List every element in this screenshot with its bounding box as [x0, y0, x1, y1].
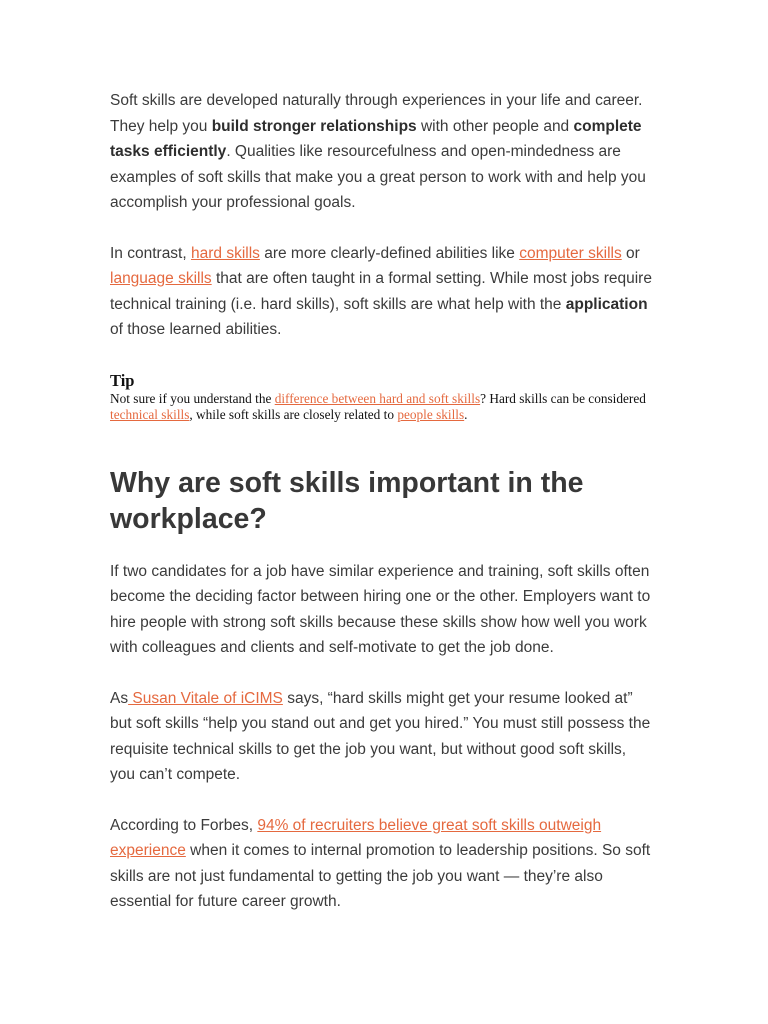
technical-skills-link[interactable]: technical skills	[110, 406, 190, 422]
bold-text: application	[565, 295, 648, 313]
text: are more clearly-defined abilities like	[259, 244, 520, 262]
difference-hard-soft-skills-link[interactable]: difference between hard and soft skills	[274, 390, 481, 406]
forbes-recruiters-link[interactable]: 94% of recruiters believe great soft skills outweigh experience	[110, 816, 602, 859]
tip-body	[110, 391, 655, 423]
article-content	[110, 88, 655, 940]
section-heading: Why are soft skills important in the workplace?	[110, 466, 584, 535]
text: Not sure if you understand the	[110, 390, 275, 406]
text: says, “hard skills might get your resume looked at” but soft skills “help you stand out and get you hired.” You must still possess the requisite technical skills to get the job you want, but without good soft skills, you can’t compete.	[110, 689, 651, 783]
paragraph-quote	[110, 686, 655, 788]
bold-text: complete tasks efficiently	[110, 117, 642, 160]
hard-skills-link[interactable]: hard skills	[190, 244, 260, 262]
text: that are often taught in a formal setting. While most jobs require technical training (i.e. hard skills), soft skills are what help with the	[110, 270, 652, 313]
text: of those learned abilities.	[110, 321, 282, 338]
text: with other people and	[416, 117, 574, 135]
text: As	[110, 689, 129, 707]
tip-title: Tip	[110, 370, 135, 390]
paragraph-contrast	[110, 241, 655, 343]
text: Soft skills are developed naturally through experiences in your life and career. They help you	[110, 92, 643, 135]
computer-skills-link[interactable]: computer skills	[519, 244, 622, 262]
paragraph-forbes	[110, 813, 655, 915]
text: , while soft skills are closely related to	[189, 406, 398, 422]
language-skills-link[interactable]: language skills	[110, 270, 212, 287]
text: In contrast,	[110, 244, 191, 262]
susan-vitale-link[interactable]: Susan Vitale of iCIMS	[128, 689, 283, 707]
text: when it comes to internal promotion to leadership positions. So soft skills are not just fundamental to getting the job you want — they’re also essential for future career growth.	[110, 842, 651, 910]
paragraph-candidates: If two candidates for a job have similar experience and training, soft skills often become the deciding factor between hiring one or the other. Employers want to hire people with strong soft skills because these skills show how well you work with colleagues and clients and self-motivate to get the job done.	[110, 562, 651, 656]
bold-text: build stronger relationships	[211, 117, 417, 135]
text: ? Hard skills can be considered	[480, 390, 646, 406]
text: According to Forbes,	[110, 816, 258, 834]
text: . Qualities like resourcefulness and open-mindedness are examples of soft skills that make you a great person to work with and help you accomplish your professional goals.	[110, 143, 646, 211]
tip-box	[110, 371, 655, 423]
text: .	[464, 406, 468, 422]
people-skills-link[interactable]: people skills	[397, 406, 465, 422]
paragraph-intro	[110, 88, 655, 216]
text: or	[621, 244, 640, 262]
